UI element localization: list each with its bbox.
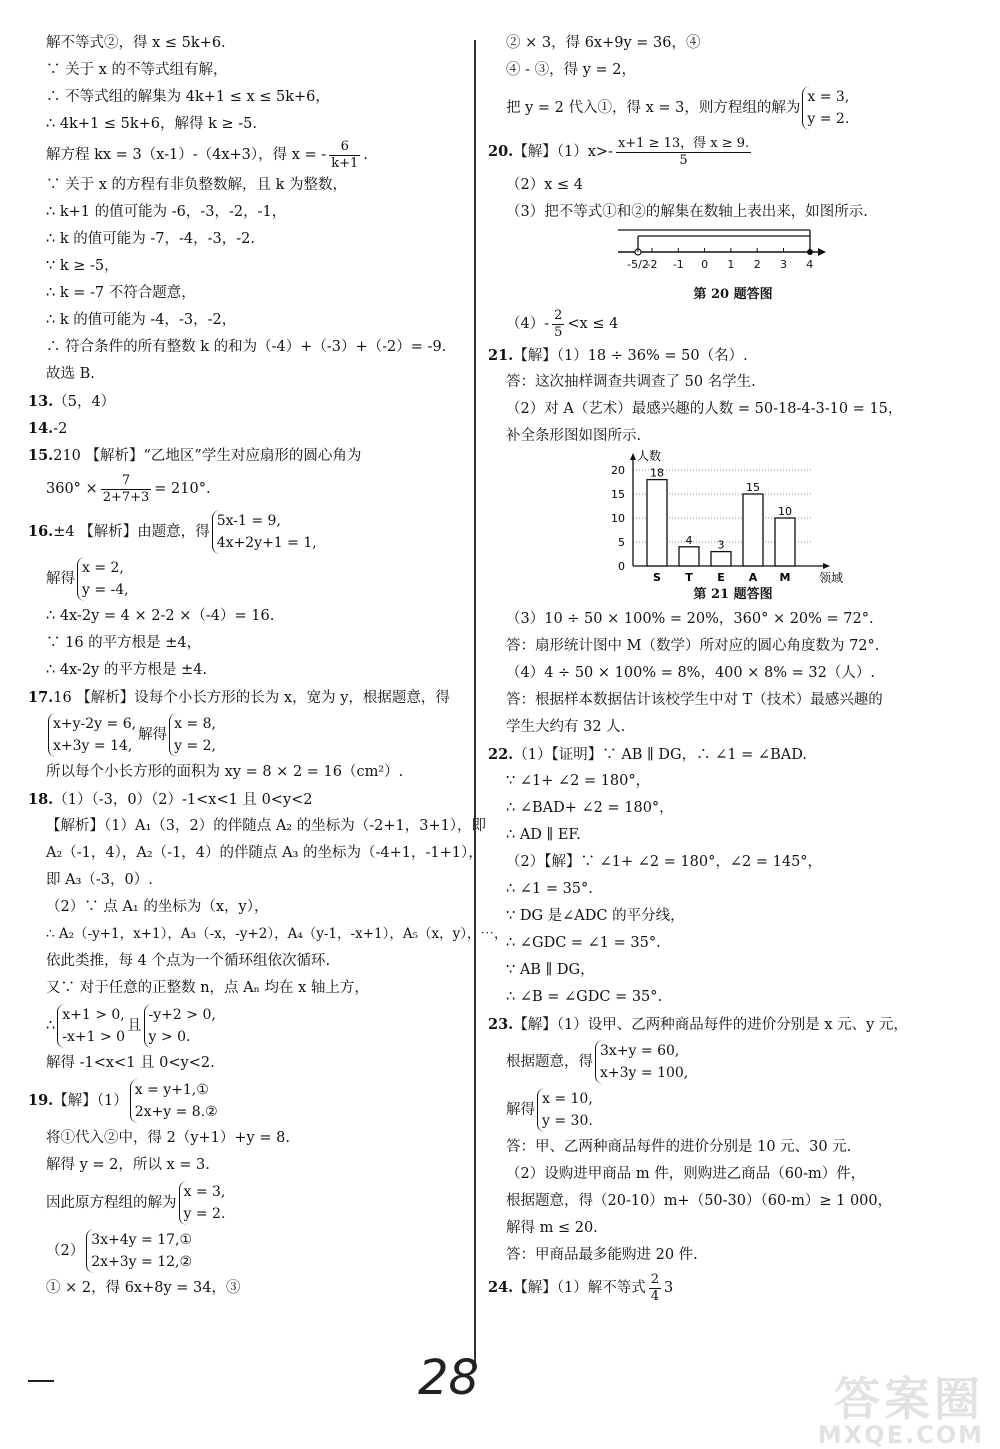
equation-system: 3x+4y = 17,① 2x+3y = 12,② (86, 1229, 192, 1273)
y-tick-label: 15 (611, 488, 625, 501)
text-line: （2） 3x+4y = 17,① 2x+3y = 12,② (28, 1227, 468, 1275)
x-tick-label: S (653, 571, 661, 584)
text-line: ∴ k 的值可能为 -4，-3，-2， (46, 312, 237, 328)
y-tick-label: 10 (611, 512, 625, 525)
bar (647, 480, 667, 566)
equation-system: x = 3, y = 2. (179, 1181, 226, 1225)
text-line: 根据题意，得 3x+y = 60, x+3y = 100, (488, 1038, 978, 1086)
text-line: ∴ k 的值可能为 -7，-4，-3，-2. (46, 231, 255, 247)
text-line: ∴ ∠1 = 35°. (506, 881, 593, 897)
text-line: ∵ AB ∥ DG， (506, 962, 595, 978)
question-number: 18. (28, 791, 54, 808)
x-tick-label: A (748, 571, 758, 584)
y-tick-label: 20 (611, 464, 625, 477)
text-line: 根据题意，得（20-10）m+（50-30）（60-m）≥ 1 000， (506, 1193, 893, 1209)
text-line: 即 A₃（-3，0）. (46, 872, 153, 888)
x-tick-label: T (685, 571, 693, 584)
x-axis-arrow (823, 563, 830, 569)
text-line: A₂（-1，4），A₂（-1，4）的伴随点 A₃ 的坐标为（-4+1，-1+1）， (46, 845, 483, 861)
watermark-text: 答案圈 (834, 1372, 984, 1426)
text-line: 依此类推，每 4 个点为一个循环组依次循环. (46, 953, 331, 969)
bar (711, 552, 731, 566)
text-line: 答：甲商品最多能购进 20 件. (506, 1247, 698, 1263)
x-axis-title: 领域 (819, 571, 844, 584)
number-line-label: 0 (701, 258, 709, 271)
text-line: 答：扇形统计图中 M（数学）所对应的圆心角度数为 72°. (506, 638, 880, 654)
equation-system: x = 10, y = 30. (537, 1088, 593, 1132)
bar (775, 518, 795, 566)
fraction: $\frac{\text{x+1 ≥ 13，得 x ≥ 9.}}{5}$ (617, 135, 750, 168)
fraction: $\frac{2}{5}$ (554, 307, 563, 340)
text-line: 因此原方程组的解为 x = 3, y = 2. (28, 1179, 468, 1227)
answer-13: 13.（5，4） (28, 393, 116, 410)
text-line: 所以每个小长方形的面积为 xy = 8 × 2 = 16（cm²）. (46, 764, 404, 780)
question-number: 16. (28, 523, 54, 540)
text-line: ∵ 关于 x 的不等式组有解， (46, 62, 228, 78)
equation-system: x = 2, y = -4, (77, 557, 129, 601)
text-line: 又∵ 对于任意的正整数 n，点 Aₙ 均在 x 轴上方， (46, 980, 369, 996)
text-line: ∴ x+1 > 0, -x+1 > 0 且 -y+2 > 0, y > 0. (28, 1002, 468, 1050)
bar (743, 494, 763, 566)
text-line: 补全条形图如图所示. (506, 428, 642, 444)
watermark-logo (817, 1372, 984, 1449)
number-line-label: -2 (646, 258, 658, 271)
equation-system: 5x-1 = 9, 4x+2y+1 = 1, (212, 510, 317, 554)
fraction: $\frac{7}{2+7+3}$ (102, 472, 150, 505)
question-number: 23. (488, 1016, 514, 1033)
watermark-url: MXQE.COM (817, 1421, 984, 1449)
right-column (488, 30, 978, 1307)
y-axis-title: 人数 (637, 450, 662, 463)
text-line: 把 y = 2 代入①，得 x = 3，则方程组的解为 x = 3, y = 2. (488, 84, 978, 132)
answer-19: 19.【解】（1） x = y+1,① 2x+y = 8.② (28, 1077, 468, 1125)
question-number: 15. (28, 447, 54, 464)
text-line: ∴ 符合条件的所有整数 k 的和为（-4）+（-3）+（-2）= -9. (46, 339, 447, 355)
bar-value-label: 18 (650, 466, 664, 480)
text-line: 解得 -1<x<1 且 0<y<2. (46, 1055, 215, 1071)
text-line: ∵ 关于 x 的方程有非负整数解，且 k 为整数， (46, 177, 348, 193)
text-line: 解得 x = 10, y = 30. (488, 1086, 978, 1134)
text-line: ∴ ∠GDC = ∠1 = 35°. (506, 935, 661, 951)
answer-23: 23.【解】（1）设甲、乙两种商品每件的进价分别是 x 元、y 元， (488, 1016, 908, 1033)
question-number: 22. (488, 746, 514, 763)
text-line: （2）x ≤ 4 (506, 177, 583, 193)
question-number: 19. (28, 1092, 54, 1109)
x-tick-label: M (779, 571, 791, 584)
text-line: ② × 3，得 6x+9y = 36，④ (506, 35, 701, 51)
page-number: 28 (418, 1350, 480, 1406)
text-line: ∴ 4x-2y = 4 × 2-2 ×（-4）= 16. (46, 608, 275, 624)
fraction: $\frac{6}{k+1}$ (331, 138, 359, 171)
text-line: 故选 B. (46, 366, 95, 382)
text-line: ∵ DG 是∠ADC 的平分线， (506, 908, 685, 924)
text-line: 解得 m ≤ 20. (506, 1220, 598, 1236)
left-column (28, 30, 508, 1302)
column-divider (474, 40, 476, 1370)
text-line: （2）∵ 点 A₁ 的坐标为（x，y）， (46, 899, 269, 915)
equation-system: x+y-2y = 6, x+3y = 14, (48, 713, 136, 757)
equation-system: x = y+1,① 2x+y = 8.② (130, 1079, 218, 1123)
question-number: 20. (488, 143, 514, 160)
number-line-label: -5/2 (627, 258, 649, 271)
text-line: 学生大约有 32 人. (506, 719, 626, 735)
number-line-label: 3 (780, 258, 787, 271)
number-line-label: 2 (753, 258, 761, 271)
text-line: ∴ k = -7 不符合题意， (46, 285, 196, 301)
text-line: ∴ A₂（-y+1，x+1），A₃（-x，-y+2），A₄（y-1，-x+1），A₅（x，y），⋯， (46, 926, 508, 942)
question-number: 21. (488, 347, 514, 364)
text-line: 将①代入②中，得 2（y+1）+y = 8. (46, 1130, 290, 1146)
figure-caption: 第 21 题答图 (693, 587, 773, 602)
text-line: （3）10 ÷ 50 × 100% = 20%，360° × 20% = 72°. (506, 611, 874, 627)
text-line: ∵ k ≥ -5， (46, 258, 119, 274)
text-line: 解不等式②，得 x ≤ 5k+6. (46, 35, 226, 51)
text-line: 答：这次抽样调查共调查了 50 名学生. (506, 374, 756, 390)
fraction: $\frac{2}{4}$ (650, 1271, 659, 1304)
text-line: 解得 x = 2, y = -4, (28, 555, 468, 603)
text-line: x+y-2y = 6, x+3y = 14, 解得 x = 8, y = 2, (28, 711, 468, 759)
answer-20: 20.【解】（1）x>- $\frac{\text{x+1 ≥ 13，得 x ≥ 9.}}{5}$ (488, 135, 750, 168)
text-line: 360° × $\frac{7}{2+7+3}$ = 210°. (46, 472, 211, 505)
bar-value-label: 15 (746, 481, 760, 494)
text-line: ∴ k+1 的值可能为 -6，-3，-2，-1， (46, 204, 287, 220)
question-number: 13. (28, 393, 54, 410)
equation-system: 3x+y = 60, x+3y = 100, (595, 1040, 688, 1084)
text-line: （2）对 A（艺术）最感兴趣的人数 = 50-18-4-3-10 = 15， (506, 401, 903, 417)
answer-15: 15.210 【解析】“乙地区”学生对应扇形的圆心角为 (28, 447, 362, 464)
bar-chart (488, 450, 978, 584)
bar-value-label: 3 (717, 538, 725, 552)
number-line-label: 4 (806, 258, 814, 271)
bar-chart-figure (488, 450, 978, 584)
text-line: ∵ 16 的平方根是 ±4， (46, 635, 202, 651)
text-line: ∴ ∠BAD+ ∠2 = 180°， (506, 800, 674, 816)
text-line: 【解析】（1）A₁（3，2）的伴随点 A₂ 的坐标为（-2+1，3+1），即 (46, 818, 487, 834)
text-line: （4）- $\frac{2}{5}$ <x ≤ 4 (506, 307, 619, 340)
text-line: ∴ ∠B = ∠GDC = 35°. (506, 989, 663, 1005)
number-line-label: -1 (672, 258, 684, 271)
y-axis-arrow (630, 453, 636, 460)
text-line: ∴ 不等式组的解集为 4k+1 ≤ x ≤ 5k+6， (46, 89, 330, 105)
number-line-figure (488, 226, 978, 284)
inequality-system: x+1 > 0, -x+1 > 0 (57, 1004, 125, 1048)
bar-value-label: 4 (685, 533, 693, 547)
text-line: ④ - ③，得 y = 2， (506, 62, 637, 78)
text-line: 解得 y = 2，所以 x = 3. (46, 1157, 210, 1173)
question-number: 14. (28, 420, 54, 437)
answer-24: 24.【解】（1）解不等式 $\frac{2}{4}$ 3 (488, 1271, 674, 1304)
figure-caption: 第 20 题答图 (693, 287, 773, 302)
text-line: ∴ 4k+1 ≤ 5k+6，解得 k ≥ -5. (46, 116, 257, 132)
y-tick-label: 0 (618, 560, 625, 573)
text-line: 答：甲、乙两种商品每件的进价分别是 10 元、30 元. (506, 1139, 852, 1155)
inequality-system: -y+2 > 0, y > 0. (144, 1004, 216, 1048)
answer-14: 14.-2 (28, 420, 68, 437)
answer-21: 21.【解】（1）18 ÷ 36% = 50（名）. (488, 347, 748, 364)
bar (679, 547, 699, 566)
footer-rule (28, 1380, 54, 1382)
x-tick-label: E (717, 571, 725, 584)
answer-18: 18.（1）（-3，0）（2）-1<x<1 且 0<y<2 (28, 791, 313, 808)
bar-value-label: 10 (778, 505, 792, 518)
text-line: 解方程 kx = 3（x-1）-（4x+3），得 x = - $\frac{6}{k+1}$ . (46, 138, 368, 171)
text-line: （2）【解】∵ ∠1+ ∠2 = 180°，∠2 = 145°， (506, 854, 823, 870)
question-number: 24. (488, 1279, 514, 1296)
equation-system: x = 3, y = 2. (802, 86, 849, 130)
answer-17: 17.16 【解析】设每个小长方形的长为 x，宽为 y，根据题意，得 (28, 689, 450, 706)
text-line: （2）设购进甲商品 m 件，则购进乙商品（60-m）件， (506, 1166, 866, 1182)
number-line-label: 1 (727, 258, 735, 271)
text-line: ∴ AD ∥ EF. (506, 827, 581, 843)
answer-22: 22.（1）【证明】∵ AB ∥ DG，∴ ∠1 = ∠BAD. (488, 746, 807, 763)
equation-system: x = 8, y = 2, (169, 713, 216, 757)
text-line: 答：根据样本数据估计该校学生中对 T（技术）最感兴趣的 (506, 692, 883, 708)
text-line: ∴ 4x-2y 的平方根是 ±4. (46, 662, 208, 678)
number-line (488, 226, 978, 284)
text-line: （3）把不等式①和②的解集在数轴上表出来，如图所示. (506, 204, 868, 220)
question-number: 17. (28, 689, 54, 706)
text-line: ∵ ∠1+ ∠2 = 180°， (506, 773, 651, 789)
text-line: ① × 2，得 6x+8y = 34，③ (46, 1280, 241, 1296)
answer-16: 16.±4 【解析】由题意，得 5x-1 = 9, 4x+2y+1 = 1, (28, 509, 468, 555)
y-tick-label: 5 (618, 536, 625, 549)
text-line: （4）4 ÷ 50 × 100% = 8%，400 × 8% = 32（人）. (506, 665, 875, 681)
